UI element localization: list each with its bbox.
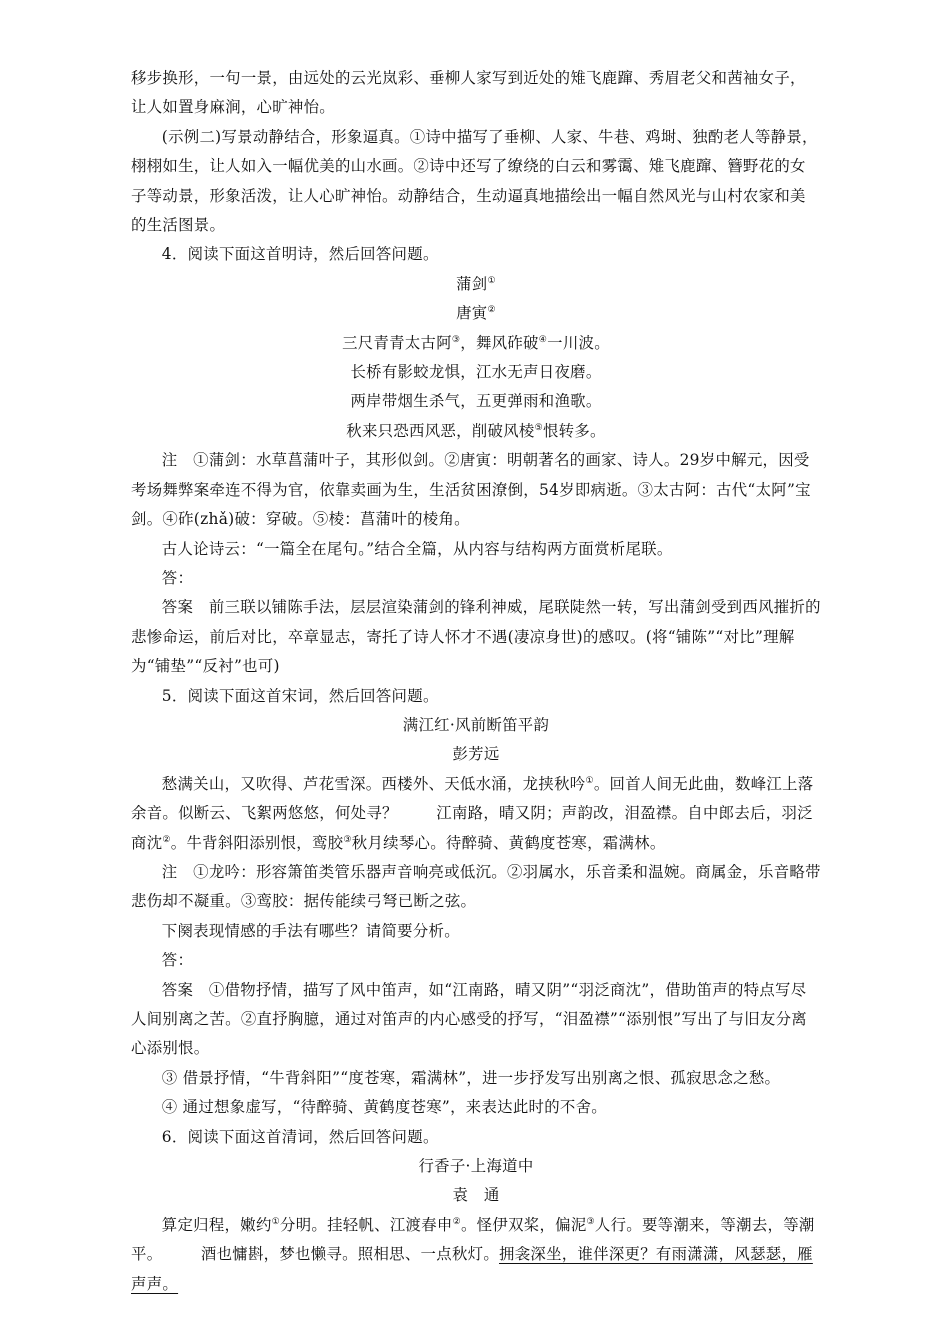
q5-poem-body xyxy=(131,770,821,858)
q5-body-b: 。回首人间无此曲，数峰江上落余音。似断云、飞絮两悠悠，何处寻？ xyxy=(131,774,814,823)
q4-prompt: 4．阅读下面这首明诗，然后回答问题。 xyxy=(161,245,439,264)
footnote-mark: ① xyxy=(487,275,496,286)
q5-body-d: 。牛背斜阳添别恨，鸾胶 xyxy=(170,833,344,852)
continued-paragraph: 移步换形，一句一景，由远处的云光岚彩、垂柳人家写到近处的雉飞鹿蹿、秀眉老父和茜袖女子，让人如置身麻涧，心旷神怡。 xyxy=(131,69,806,117)
q4-poem-author xyxy=(131,299,821,328)
q6-poem-title: 行香子·上海道中 xyxy=(418,1157,534,1176)
footnote-mark: ⑤ xyxy=(534,422,543,433)
q6-body-d: 人行。要等潮来，等潮去，等潮平。 xyxy=(131,1215,815,1264)
q5-poem-author: 彭芳远 xyxy=(452,745,500,764)
q5-answer-1: 答案 ①借物抒情，描写了风中笛声，如“江南路，晴又阴”“羽泛商沈”，借助笛声的特点写尽人间别离之苦。②直抒胸臆，通过对笛声的内心感受的抒写，“泪盈襟”“添别恨”写出了与旧友分离心添别恨。 xyxy=(131,980,807,1058)
q5-poem-title: 满江红·风前断笛平韵 xyxy=(402,715,550,734)
q4-poem-line-1 xyxy=(131,329,821,358)
q4-answer: 答案 前三联以铺陈手法，层层渲染蒲剑的锋利神威，尾联陡然一转，写出蒲剑受到西风摧折的悲惨命运，前后对比，卒章显志，寄托了诗人怀才不遇(凄凉身世)的感叹。(将“铺陈”“对比”理解为“铺垫”“反衬”也可) xyxy=(131,598,821,676)
q5-body-a: 愁满关山，又吹得、芦花雪深。西楼外、天低水涌，龙挟秋吟 xyxy=(161,774,586,793)
footnote-mark: ④ xyxy=(538,334,548,345)
footnote-mark: ② xyxy=(487,305,496,316)
q6-body-e: 酒也慵斟，梦也懒寻。照相思、一点秋灯。 xyxy=(200,1245,500,1264)
q4-poem-line-2: 长桥有影蛟龙惧，江水无声日夜磨。 xyxy=(350,363,602,382)
q5-body-e: 秋月续琴心。待醉骑、黄鹤度苍寒，霜满林。 xyxy=(351,833,666,852)
q4-author-text: 唐寅 xyxy=(456,304,488,323)
q6-poem-body xyxy=(131,1211,821,1299)
q4-line4-a: 秋来只恐西风恶，削破风棱 xyxy=(346,421,535,440)
example-two-paragraph: (示例二)写景动静结合，形象逼真。①诗中描写了垂柳、人家、牛巷、鸡埘、独酌老人等静景，栩栩如生，让人如入一幅优美的山水画。②诗中还写了缭绕的白云和雾霭、雉飞鹿蹿、簪野花的女子等动景，形象活泼，让人心旷神怡。动静结合，生动逼真地描绘出一幅自然风光与山村农家和美的生活图景。 xyxy=(131,127,818,235)
q4-poem-title xyxy=(131,270,821,299)
q5-answer-3: ④ 通过想象虚写，“待醉骑、黄鹤度苍寒”，来表达此时的不舍。 xyxy=(161,1098,607,1117)
q4-line4-b: 恨转多。 xyxy=(542,421,606,440)
footnote-mark: ③ xyxy=(451,334,461,345)
q4-line1-c: 一川波。 xyxy=(547,333,610,352)
q4-notes: 注 ①蒲剑：水草菖蒲叶子，其形似剑。②唐寅：明朝著名的画家、诗人。29岁中解元，因受考场舞弊案牵连不得为官，依靠卖画为生，生活贫困潦倒，54岁即病逝。③太古阿：古代“太阿”宝剑。④砟(zhǎ)破：穿破。⑤棱：菖蒲叶的棱角。 xyxy=(131,451,811,529)
q4-line1-b: ，舞风砟破 xyxy=(460,333,539,352)
q4-poem-line-3: 两岸带烟生杀气，五更弹雨和渔歌。 xyxy=(350,392,602,411)
q6-body-b: 分明。挂轻帆、江渡春申 xyxy=(280,1215,453,1234)
q4-poem-line-4 xyxy=(131,417,821,446)
footnote-mark: ③ xyxy=(343,834,352,845)
q5-question: 下阕表现情感的手法有哪些？请简要分析。 xyxy=(161,921,460,940)
q4-question: 古人论诗云：“一篇全在尾句。”结合全篇，从内容与结构两方面赏析尾联。 xyxy=(161,539,673,558)
footnote-mark: ② xyxy=(452,1216,461,1227)
footnote-mark: ② xyxy=(162,834,171,845)
document-page xyxy=(131,64,821,1299)
q6-body-a: 算定归程，嫩约 xyxy=(161,1215,272,1234)
q4-line1-a: 三尺青青太古阿 xyxy=(342,333,452,352)
q6-poem-author: 袁 通 xyxy=(452,1186,500,1205)
footnote-mark: ① xyxy=(271,1216,281,1227)
q5-answer-2: ③ 借景抒情，“牛背斜阳”“度苍寒，霜满林”，进一步抒发写出别离之恨、孤寂思念之愁。 xyxy=(161,1068,781,1087)
footnote-mark: ③ xyxy=(586,1216,595,1227)
q5-answer-label: 答： xyxy=(161,951,194,970)
q5-body-c: 江南路，晴又阴；声韵改，泪盈襟。自中郎去后，羽泛商沈 xyxy=(131,804,813,852)
q4-answer-label: 答： xyxy=(161,568,194,587)
q5-prompt: 5．阅读下面这首宋词，然后回答问题。 xyxy=(161,686,439,705)
footnote-mark: ① xyxy=(585,775,594,786)
q6-body-c: 。怪伊双桨，偏泥 xyxy=(461,1215,587,1234)
q6-prompt: 6．阅读下面这首清词，然后回答问题。 xyxy=(161,1127,439,1146)
q6-underlined-lines: 拥衾深坐，谁伴深更？有雨潇潇，风瑟瑟，雁声声。 xyxy=(131,1245,813,1293)
q5-notes: 注 ①龙吟：形容箫笛类管乐器声音响亮或低沉。②羽属水，乐音柔和温婉。商属金，乐音略带悲伤却不凝重。③鸾胶：据传能续弓弩已断之弦。 xyxy=(131,862,821,911)
q4-title-text: 蒲剑 xyxy=(456,274,488,293)
